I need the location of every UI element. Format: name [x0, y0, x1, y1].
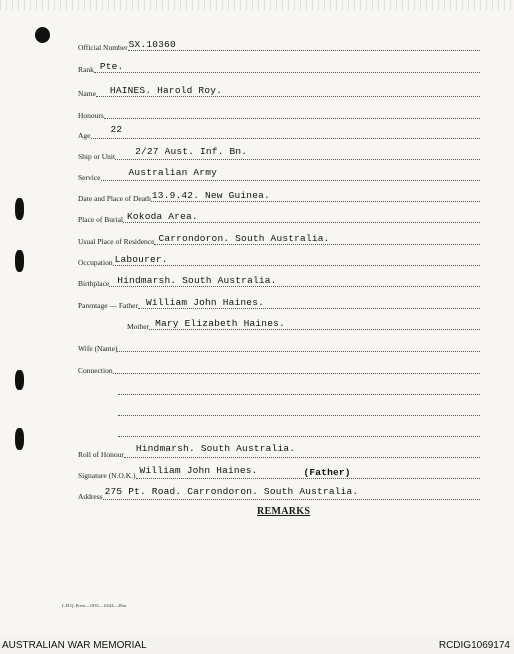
label-usual-residence: Usual Place of Residence: [78, 237, 155, 246]
archive-footer: [0, 640, 514, 654]
field-honours: [78, 106, 480, 120]
field-connection: [78, 361, 480, 375]
connection-blank-line-1: [118, 382, 480, 396]
value-birthplace: Hindmarsh. South Australia.: [117, 275, 277, 286]
punch-hole-5: [15, 428, 24, 450]
label-wife: Wife (Name): [78, 344, 118, 353]
value-parentage-mother: Mary Elizabeth Haines.: [155, 318, 285, 329]
remarks-heading: REMARKS: [257, 506, 311, 517]
label-address: Address: [78, 492, 103, 501]
label-name: Name: [78, 89, 96, 98]
value-age: 22: [110, 124, 123, 135]
field-parentage-father: [78, 296, 480, 310]
connection-blank-line-2: [118, 403, 480, 417]
punch-hole-4: [15, 370, 24, 390]
field-usual-residence: [78, 232, 480, 246]
field-age: [78, 126, 480, 140]
value-parentage-father: William John Haines.: [145, 297, 265, 308]
field-ship-or-unit: [78, 147, 480, 161]
value-name: HAINES. Harold Roy.: [109, 85, 223, 96]
label-roll-of-honour: Roll of Honour: [78, 450, 124, 459]
value-occupation: Labourer.: [114, 254, 168, 265]
field-name: [78, 84, 480, 98]
field-date-place-death: [78, 189, 480, 203]
value-official-number: SX.10360: [128, 39, 176, 50]
label-birthplace: Birthplace: [78, 279, 110, 288]
printer-imprint: L.H.Q. Press—1835—10/44—30m.: [62, 603, 128, 608]
field-place-burial: [78, 210, 480, 224]
field-occupation: [78, 253, 480, 267]
label-parentage-father: Parentage — Father: [78, 301, 138, 310]
value-rank: Pte.: [99, 61, 124, 72]
value-ship-or-unit: 2/27 Aust. Inf. Bn.: [135, 146, 248, 157]
label-place-burial: Place of Burial: [78, 215, 123, 224]
label-signature: Signature (N.O.K.): [78, 471, 136, 480]
field-rank: [78, 60, 480, 74]
label-occupation: Occupation: [78, 258, 113, 267]
connection-blank-line-3: [118, 424, 480, 438]
label-date-place-death: Date and Place of Death: [78, 194, 151, 203]
footer-record-id: RCDIG1069174: [438, 640, 510, 651]
label-honours: Honours: [78, 111, 104, 120]
value-usual-residence: Carrondoron. South Australia.: [158, 233, 330, 244]
field-signature: [78, 466, 480, 480]
footer-institution: AUSTRALIAN WAR MEMORIAL: [2, 640, 147, 651]
label-age: Age: [78, 131, 91, 140]
label-parentage-mother: Mother: [127, 322, 150, 331]
value-signature: William John Haines.: [139, 465, 258, 476]
punch-hole-2: [15, 198, 24, 220]
value-roll-of-honour: Hindmarsh. South Australia.: [135, 443, 296, 454]
field-address: [78, 487, 480, 501]
field-roll-of-honour: [78, 445, 480, 459]
value-date-place-death: 13.9.42. New Guinea.: [151, 190, 270, 201]
field-wife: [78, 339, 480, 353]
label-service: Service: [78, 173, 101, 182]
field-official-number: [78, 38, 480, 52]
label-connection: Connection: [78, 366, 113, 375]
value-service: Australian Army: [128, 167, 218, 178]
value-address: 275 Pt. Road. Carrondoron. South Australia.: [104, 486, 359, 497]
label-rank: Rank: [78, 65, 94, 74]
punch-hole-3: [15, 250, 24, 272]
value-signature-relation: (Father): [303, 467, 351, 478]
punch-hole-top: [35, 27, 50, 43]
scan-top-edge: [0, 0, 514, 10]
label-official-number: Official Number: [78, 43, 128, 52]
field-parentage-mother: [127, 317, 480, 331]
label-ship-or-unit: Ship or Unit: [78, 152, 116, 161]
value-place-burial: Kokoda Area.: [127, 211, 198, 222]
field-birthplace: [78, 274, 480, 288]
field-service: [78, 168, 480, 182]
